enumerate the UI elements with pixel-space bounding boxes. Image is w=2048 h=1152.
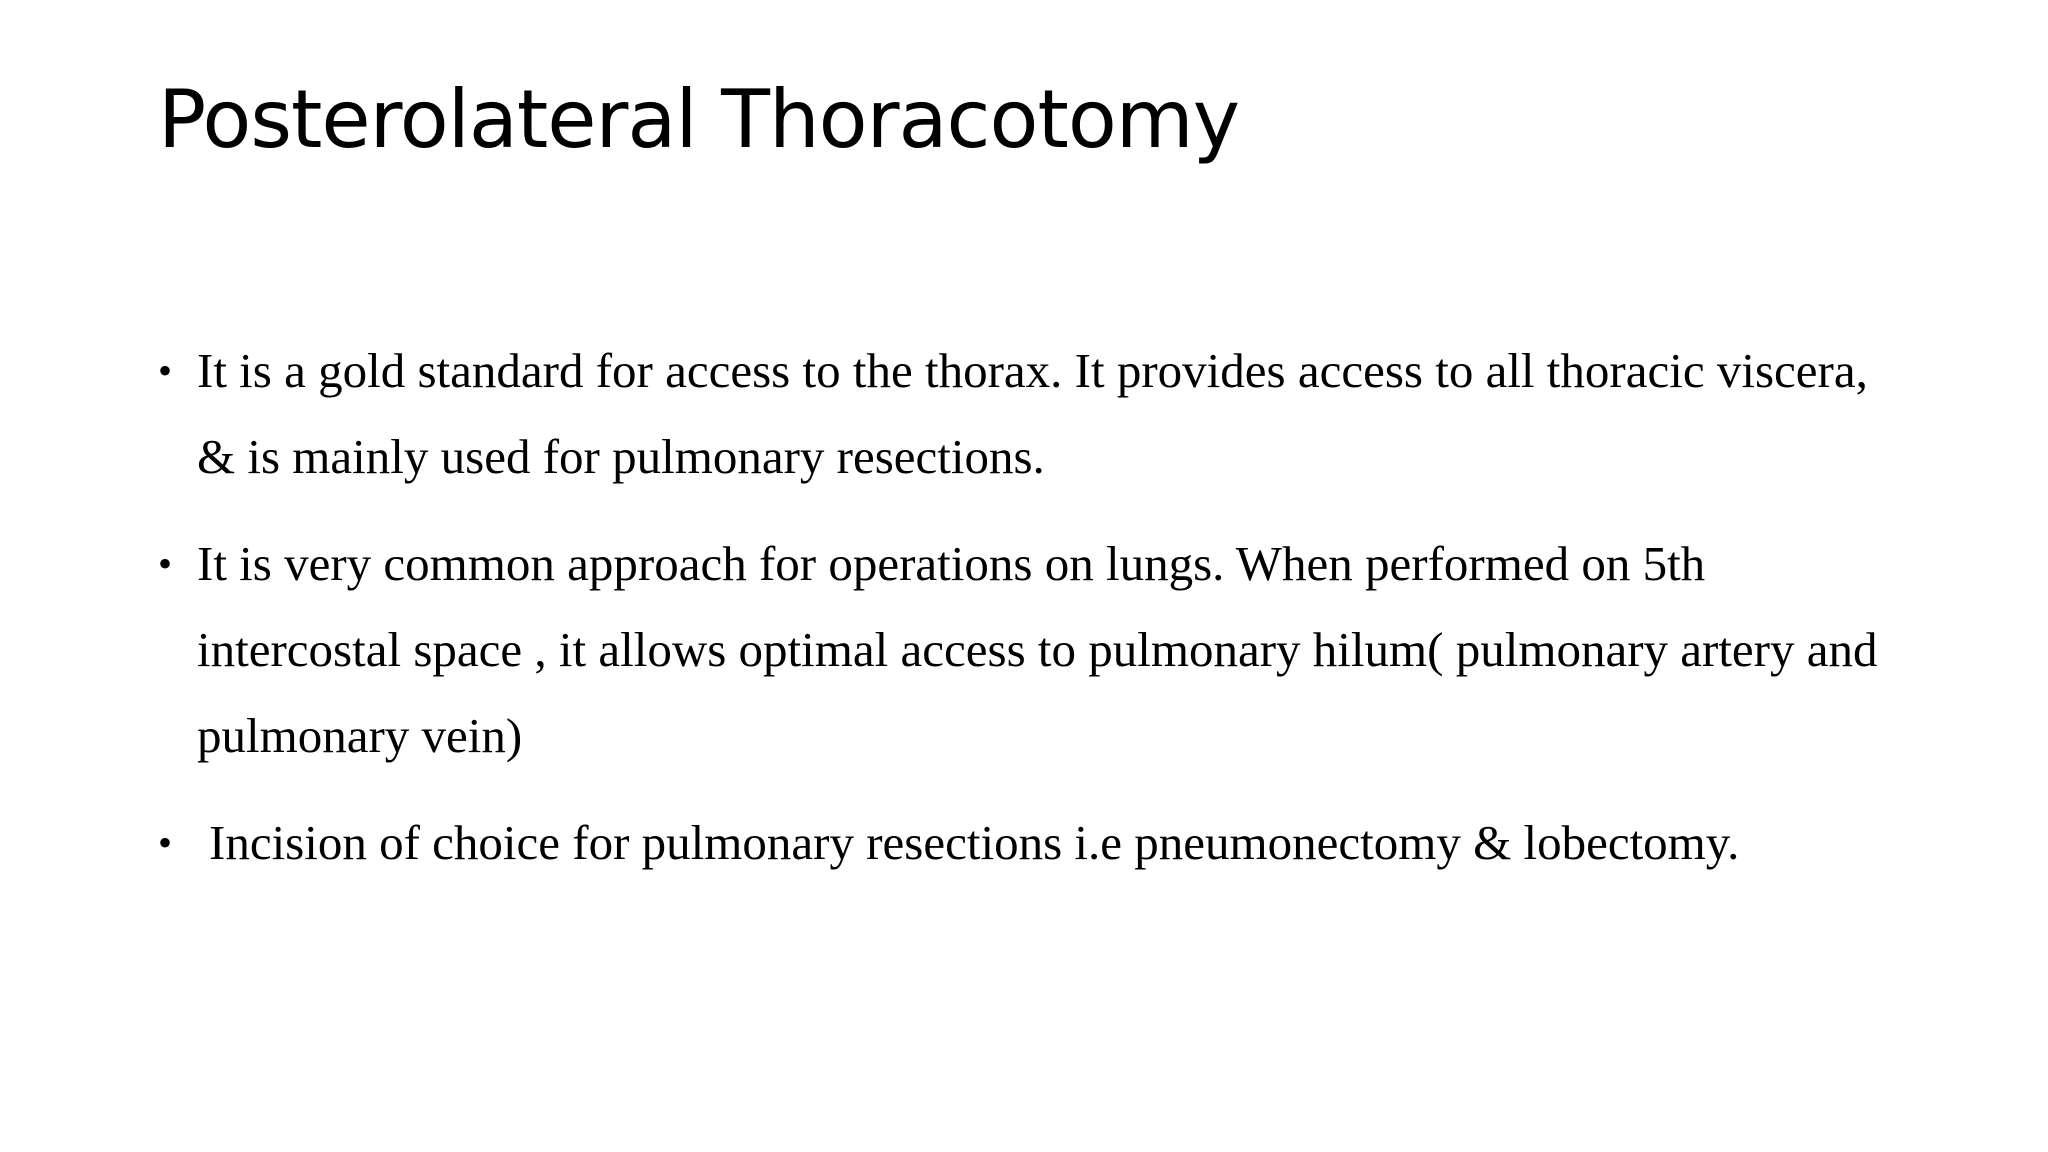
bullet-text: It is a gold standard for access to the thorax. It provides access to all thoracic viscera, & is mainly used for pulmonary resections. (197, 343, 1868, 484)
slide-title: Posterolateral Thoracotomy (158, 73, 1240, 166)
bullet-list (158, 328, 1918, 907)
bullet-text: Incision of choice for pulmonary resections i.e pneumonectomy & lobectomy. (209, 815, 1740, 870)
bullet-marker: • (158, 541, 173, 586)
bullet-marker: • (158, 348, 173, 393)
bullet-marker: • (158, 820, 173, 865)
bullet-text: It is very common approach for operations on lungs. When performed on 5th intercostal space , it allows optimal access to pulmonary hilum( pulmonary artery and pulmonary vein) (197, 536, 1878, 763)
bullet-item (158, 521, 1918, 779)
bullet-item (158, 800, 1918, 886)
bullet-item (158, 328, 1918, 500)
